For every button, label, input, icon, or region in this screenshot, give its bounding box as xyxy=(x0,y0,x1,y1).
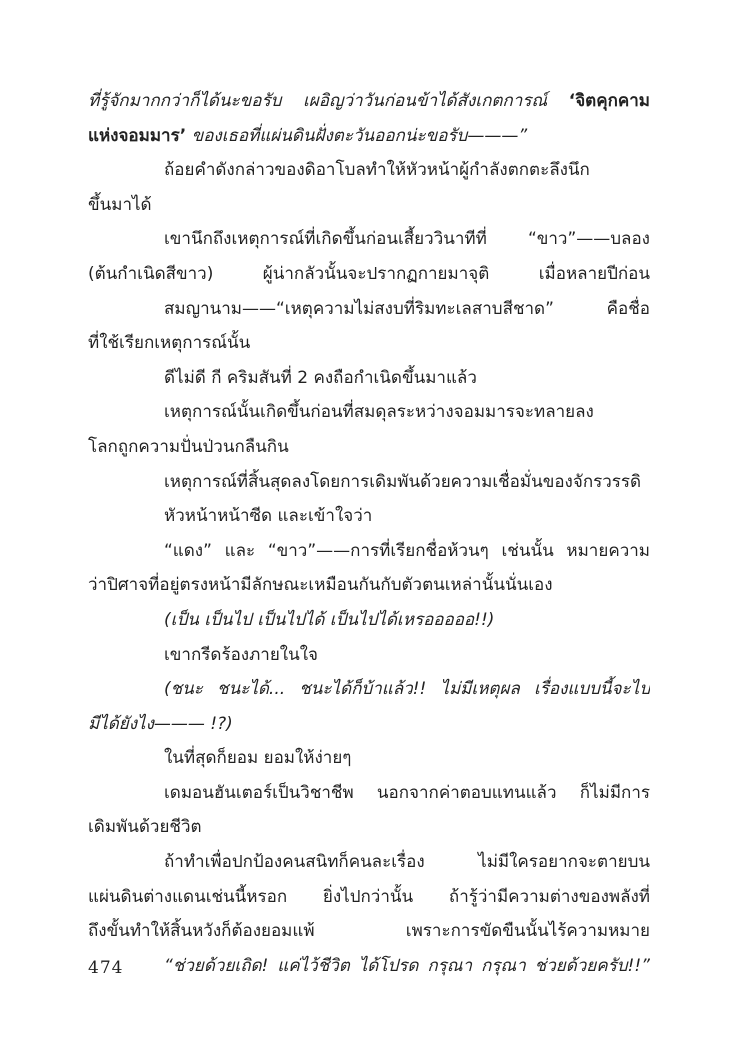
text-segment: ในที่สุดก็ยอม ยอมให้ง่ายๆ xyxy=(164,748,352,769)
text-line xyxy=(88,776,650,811)
text-line xyxy=(88,845,650,880)
text-segment: แผ่นดินต่างแดนเช่นนี้หรอก ยิ่งไปกว่านั้น ถ้ารู้ว่ามีความต่างของพลังที่ xyxy=(88,886,650,907)
text-segment: “ช่วยด้วยเถิด! แค่ไว้ชีวิต ได้โปรด กรุณา กรุณา ช่วยด้วยครับ!!” xyxy=(164,955,650,976)
text-segment: (เป็น เป็นไป เป็นไปได้ เป็นไปได้เหรอออออ!!) xyxy=(164,609,495,630)
text-segment: เหตุการณ์ที่สิ้นสุดลงโดยการเดิมพันด้วยความเชื่อมั่นของจักรวรรดิ xyxy=(164,471,642,492)
text-segment: แห่งจอมมาร’ xyxy=(88,125,187,146)
text-line xyxy=(88,499,650,534)
text-line xyxy=(88,119,650,154)
text-segment: เดิมพันด้วยชีวิต xyxy=(88,817,202,838)
text-line xyxy=(88,672,650,707)
text-line xyxy=(88,638,650,673)
text-segment: เขานึกถึงเหตุการณ์ที่เกิดขึ้นก่อนเสี้ยววินาทีที่ “ขาว”——บลอง xyxy=(164,229,650,250)
text-line xyxy=(88,810,650,845)
text-line xyxy=(88,292,650,327)
text-line xyxy=(88,153,650,188)
text-line xyxy=(88,361,650,396)
text-segment: ‘จิตคุกคาม xyxy=(568,91,650,111)
text-segment: (ชนะ ชนะได้... ชนะได้ก็บ้าแล้ว!! ไม่มีเหตุผล เรื่องแบบนี้จะไป xyxy=(164,679,650,700)
text-line xyxy=(88,326,650,361)
text-segment: หัวหน้าหน้าซีด และเข้าใจว่า xyxy=(164,506,373,527)
text-segment: “แดง” และ “ขาว”——การที่เรียกชื่อห้วนๆ เช่นนั้น หมายความ xyxy=(164,540,650,561)
text-segment: เดมอนฮันเตอร์เป็นวิชาชีพ นอกจากค่าตอบแทนแล้ว ก็ไม่มีการ xyxy=(164,782,650,803)
text-line xyxy=(88,257,650,292)
text-segment: ว่าปิศาจที่อยู่ตรงหน้ามีลักษณะเหมือนกันกับตัวตนเหล่านั้นนั่นเอง xyxy=(88,575,553,596)
text-segment: ที่ใช้เรียกเหตุการณ์นั้น xyxy=(88,333,251,354)
text-segment: ขึ้นมาได้ xyxy=(88,194,152,215)
text-line xyxy=(88,914,650,949)
text-line xyxy=(88,84,650,119)
text-segment: มีได้ยังไง——— !?) xyxy=(88,713,233,734)
text-line xyxy=(88,222,650,257)
text-segment: เขากรีดร้องภายในใจ xyxy=(164,644,318,665)
text-line xyxy=(88,707,650,742)
text-line xyxy=(88,534,650,569)
text-segment: สมญานาม——“เหตุความไม่สงบที่ริมทะเลสาบสีชาด” คือชื่อ xyxy=(164,298,650,319)
text-line xyxy=(88,568,650,603)
text-line xyxy=(88,949,650,984)
text-line xyxy=(88,741,650,776)
text-line xyxy=(88,395,650,430)
page-number: 474 xyxy=(88,958,124,978)
text-segment: ที่รู้จักมากกว่าก็ได้นะขอรับ เผอิญว่าวันก่อนข้าได้สังเกตการณ์ xyxy=(88,91,569,111)
text-segment: ดีไม่ดี กี คริมสันที่ 2 คงถือกำเนิดขึ้นมาแล้ว xyxy=(164,367,477,388)
text-segment: ถ้อยคำดังกล่าวของดิอาโบลทำให้หัวหน้าผู้กำลังตกตะลึงนึก xyxy=(164,160,590,181)
text-line xyxy=(88,465,650,500)
text-segment: โลกถูกความปั่นป่วนกลืนกิน xyxy=(88,436,289,457)
text-segment: ถึงขั้นทำให้สิ้นหวังก็ต้องยอมแพ้ เพราะการขัดขืนนั้นไร้ความหมาย xyxy=(88,921,650,942)
text-segment: (ต้นกำเนิดสีขาว) ผู้น่ากลัวนั้นจะปรากฏกายมาจุติ เมื่อหลายปีก่อน xyxy=(88,263,650,284)
text-segment: ถ้าทำเพื่อปกป้องคนสนิทก็คนละเรื่อง ไม่มีใครอยากจะตายบน xyxy=(164,852,650,873)
text-line xyxy=(88,603,650,638)
text-line xyxy=(88,430,650,465)
text-line xyxy=(88,880,650,915)
text-segment: ของเธอที่แผ่นดินฝั่งตะวันออกน่ะขอรับ———” xyxy=(186,125,528,146)
text-segment: เหตุการณ์นั้นเกิดขึ้นก่อนที่สมดุลระหว่างจอมมารจะทลายลง xyxy=(164,402,594,423)
page-body-text xyxy=(88,84,650,983)
text-line xyxy=(88,188,650,223)
